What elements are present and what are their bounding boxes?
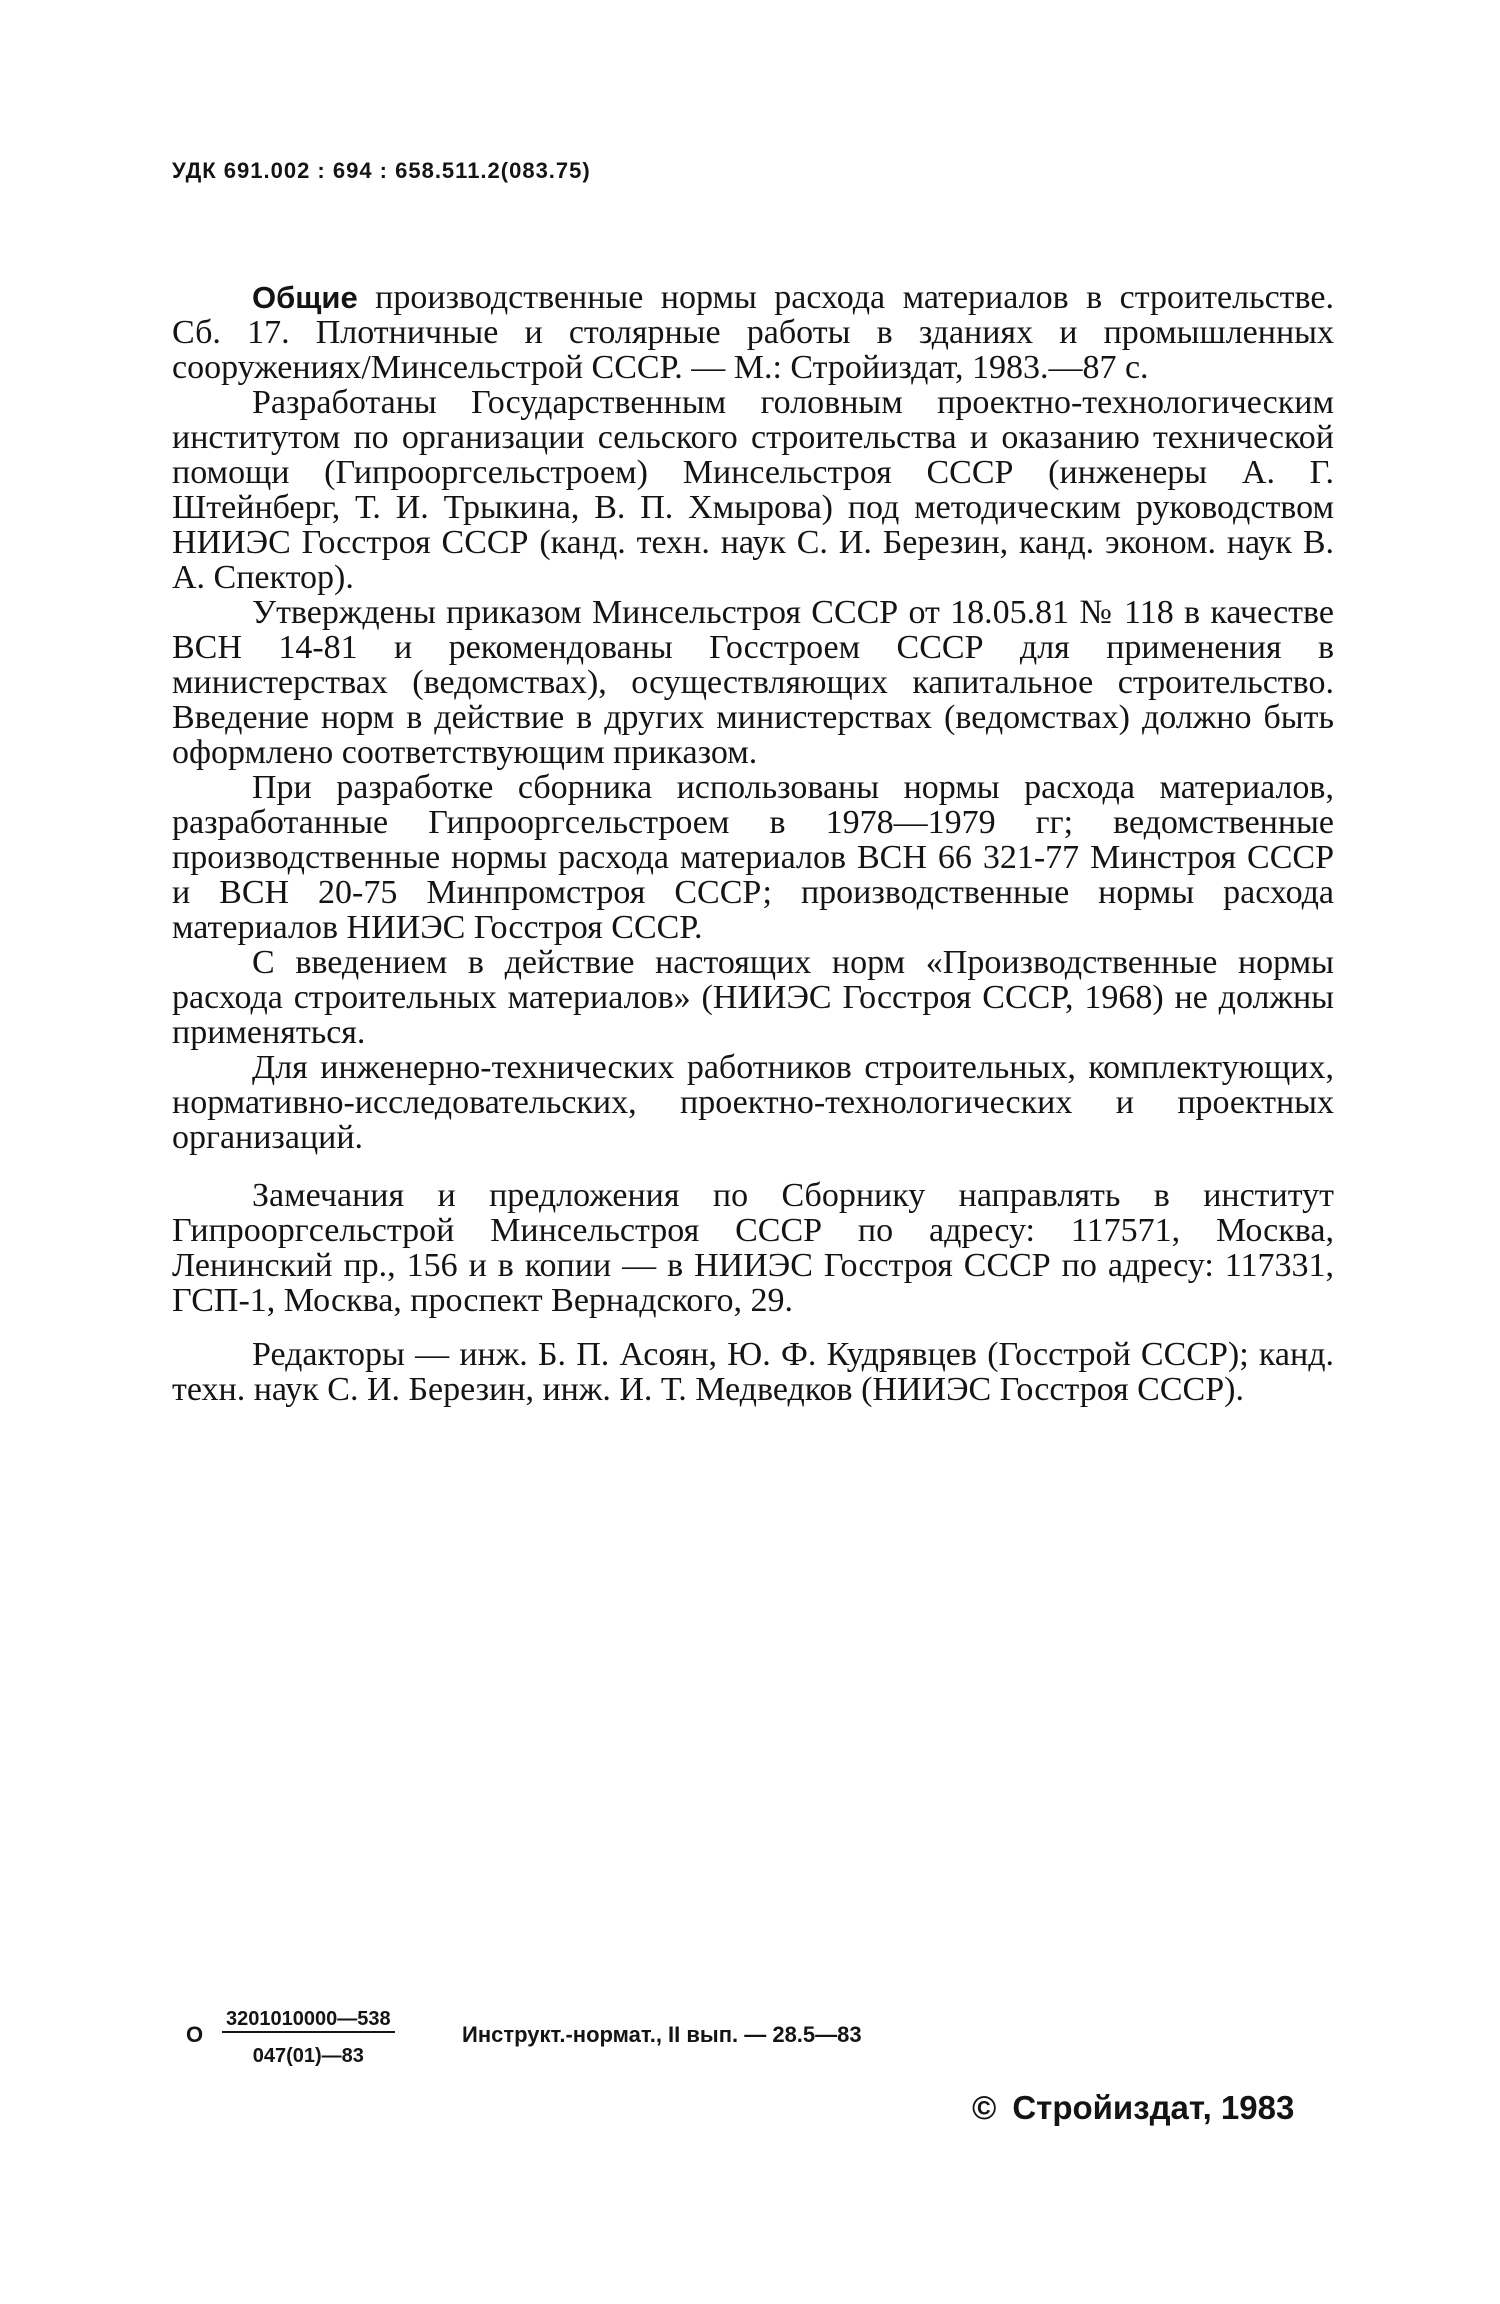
- paragraph-supersedes: С введением в действие настоящих норм «Производственные нормы расхода строительных материалов» (НИИЭС Госстроя СССР, 1968) не должны применяться.: [172, 944, 1334, 1051]
- paragraph-title-annotation: [172, 280, 1334, 385]
- copyright-line: [972, 2089, 1294, 2127]
- paragraph-approval: Утверждены приказом Минсельстроя СССР от 18.05.81 № 118 в качестве ВСН 14-81 и рекомендованы Госстроем СССР для применения в министерствах (ведомствах), осуществляющих капитальное строительство. Введение норм в действие в других министерствах (ведомствах) должно быть оформлено соответствующим приказом.: [172, 594, 1334, 771]
- publication-letter: О: [186, 2022, 204, 2047]
- paragraph-audience: Для инженерно-технических работников строительных, комплектующих, нормативно-исследовательских, проектно-технологических и проектных организаций.: [172, 1049, 1334, 1156]
- code-denominator: 047(01)—83: [252, 2045, 364, 2067]
- lead-word: Общие: [252, 280, 358, 315]
- annotation-text: [172, 280, 1334, 1407]
- copyright-icon: ©: [972, 2089, 997, 2126]
- copyright-text: Стройиздат, 1983: [1012, 2089, 1295, 2126]
- paragraph-editors: Редакторы — инж. Б. П. Асоян, Ю. Ф. Кудрявцев (Госстрой СССР); канд. техн. наук С. И. Березин, инж. И. Т. Медведков (НИИЭС Госстроя СССР).: [172, 1336, 1334, 1408]
- paragraph-sources: При разработке сборника использованы нормы расхода материалов, разработанные Гипрооргсельстроем в 1978—1979 гг; ведомственные производственные нормы расхода материалов ВСН 66 321-77 Минстроя СССР и ВСН 20-75 Минпромстроя СССР; производственные нормы расхода материалов НИИЭС Госстроя СССР.: [172, 769, 1334, 946]
- paragraph-text: производственные нормы расхода материалов в строительстве. Сб. 17. Плотничные и столярные работы в зданиях и промышленных сооружениях/Минсельстрой СССР. — М.: Стройиздат, 1983.—87 с.: [172, 279, 1334, 386]
- udk-classification: УДК 691.002 : 694 : 658.511.2(083.75): [172, 158, 591, 183]
- paragraph-feedback-address: Замечания и предложения по Сборнику направлять в институт Гипрооргсельстрой Минсельстроя СССР по адресу: 117571, Москва, Ленинский пр., 156 и в копии — в НИИЭС Госстроя СССР по адресу: 117331, ГСП-1, Москва, проспект Вернадского, 29.: [172, 1177, 1334, 1319]
- code-numerator: 3201010000—538: [222, 2008, 395, 2033]
- instruction-info: Инструкт.-нормат., II вып. — 28.5—83: [462, 2022, 862, 2047]
- paragraph-developers: Разработаны Государственным головным проектно-технологическим институтом по организации сельского строительства и оказанию технической помощи (Гипрооргсельстроем) Минсельстроя СССР (инженеры А. Г. Штейнберг, Т. И. Трыкина, В. П. Хмырова) под методическим руководством НИИЭС Госстроя СССР (канд. техн. наук С. И. Березин, канд. эконом. наук В. А. Спектор).: [172, 384, 1334, 596]
- code-fraction: [222, 2008, 395, 2068]
